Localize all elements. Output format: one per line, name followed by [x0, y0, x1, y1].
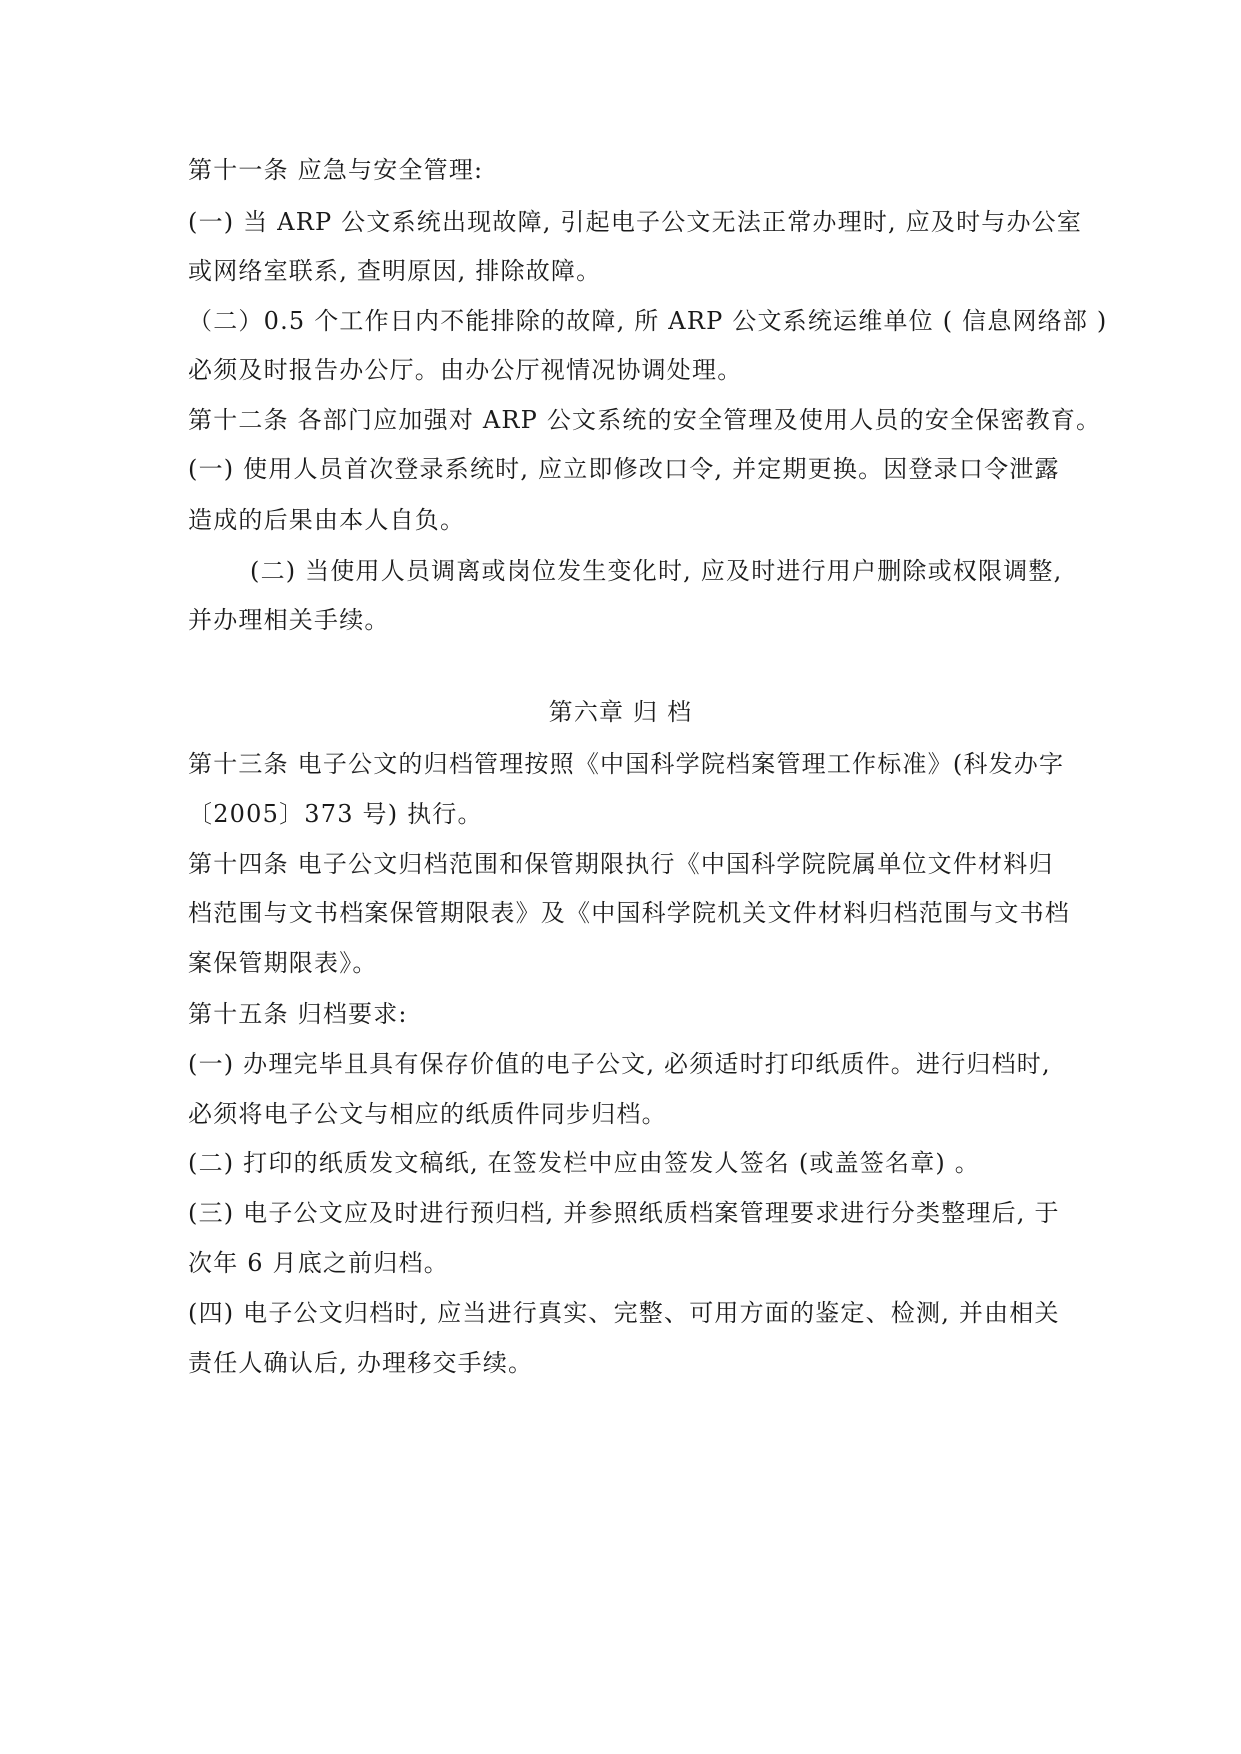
article-15-item-2: (二) 打印的纸质发文稿纸, 在签发栏中应由签发人签名 (或盖签名章) 。 [188, 1149, 980, 1177]
article-15-item-3-cont: 次年 6 月底之前归档。 [188, 1249, 449, 1277]
article-15-item-4: (四) 电子公文归档时, 应当进行真实、完整、可用方面的鉴定、检测, 并由相关 [188, 1299, 1060, 1327]
article-11-item-2-cont: 必须及时报告办公厅。由办公厅视情况协调处理。 [188, 356, 743, 384]
article-13-cont: 〔2005〕373 号) 执行。 [188, 800, 483, 828]
article-12-item-1-cont: 造成的后果由本人自负。 [188, 506, 466, 534]
article-14-cont-1: 档范围与文书档案保管期限表》及《中国科学院机关文件材料归档范围与文书档 [188, 899, 1070, 927]
article-11-item-1: (一) 当 ARP 公文系统出现故障, 引起电子公文无法正常办理时, 应及时与办公室 [188, 208, 1083, 236]
article-14: 第十四条 电子公文归档范围和保管期限执行《中国科学院院属单位文件材料归 [188, 850, 1054, 878]
article-12-item-2-cont: 并办理相关手续。 [188, 606, 390, 634]
article-11-heading: 第十一条 应急与安全管理: [188, 156, 484, 184]
article-15-heading: 第十五条 归档要求: [188, 1000, 408, 1028]
article-12-item-1: (一) 使用人员首次登录系统时, 应立即修改口令, 并定期更换。因登录口令泄露 [188, 455, 1060, 483]
article-13: 第十三条 电子公文的归档管理按照《中国科学院档案管理工作标准》(科发办字 [188, 750, 1065, 778]
article-11-item-2: （二）0.5 个工作日内不能排除的故障, 所 ARP 公文系统运维单位 ( 信息网络部 ) [188, 307, 1108, 335]
chapter-title: 第六章 归 档 [548, 698, 693, 726]
article-12-item-2: (二) 当使用人员调离或岗位发生变化时, 应及时进行用户删除或权限调整, [250, 557, 1063, 585]
article-15-item-1-cont: 必须将电子公文与相应的纸质件同步归档。 [188, 1100, 667, 1128]
article-12-heading: 第十二条 各部门应加强对 ARP 公文系统的安全管理及使用人员的安全保密教育。 [188, 406, 1102, 434]
article-14-cont-2: 案保管期限表》。 [188, 949, 378, 977]
article-11-item-1-cont: 或网络室联系, 查明原因, 排除故障。 [188, 257, 602, 285]
article-15-item-1: (一) 办理完毕且具有保存价值的电子公文, 必须适时打印纸质件。进行归档时, [188, 1050, 1051, 1078]
article-15-item-4-cont: 责任人确认后, 办理移交手续。 [188, 1349, 534, 1377]
article-15-item-3: (三) 电子公文应及时进行预归档, 并参照纸质档案管理要求进行分类整理后, 于 [188, 1199, 1060, 1227]
